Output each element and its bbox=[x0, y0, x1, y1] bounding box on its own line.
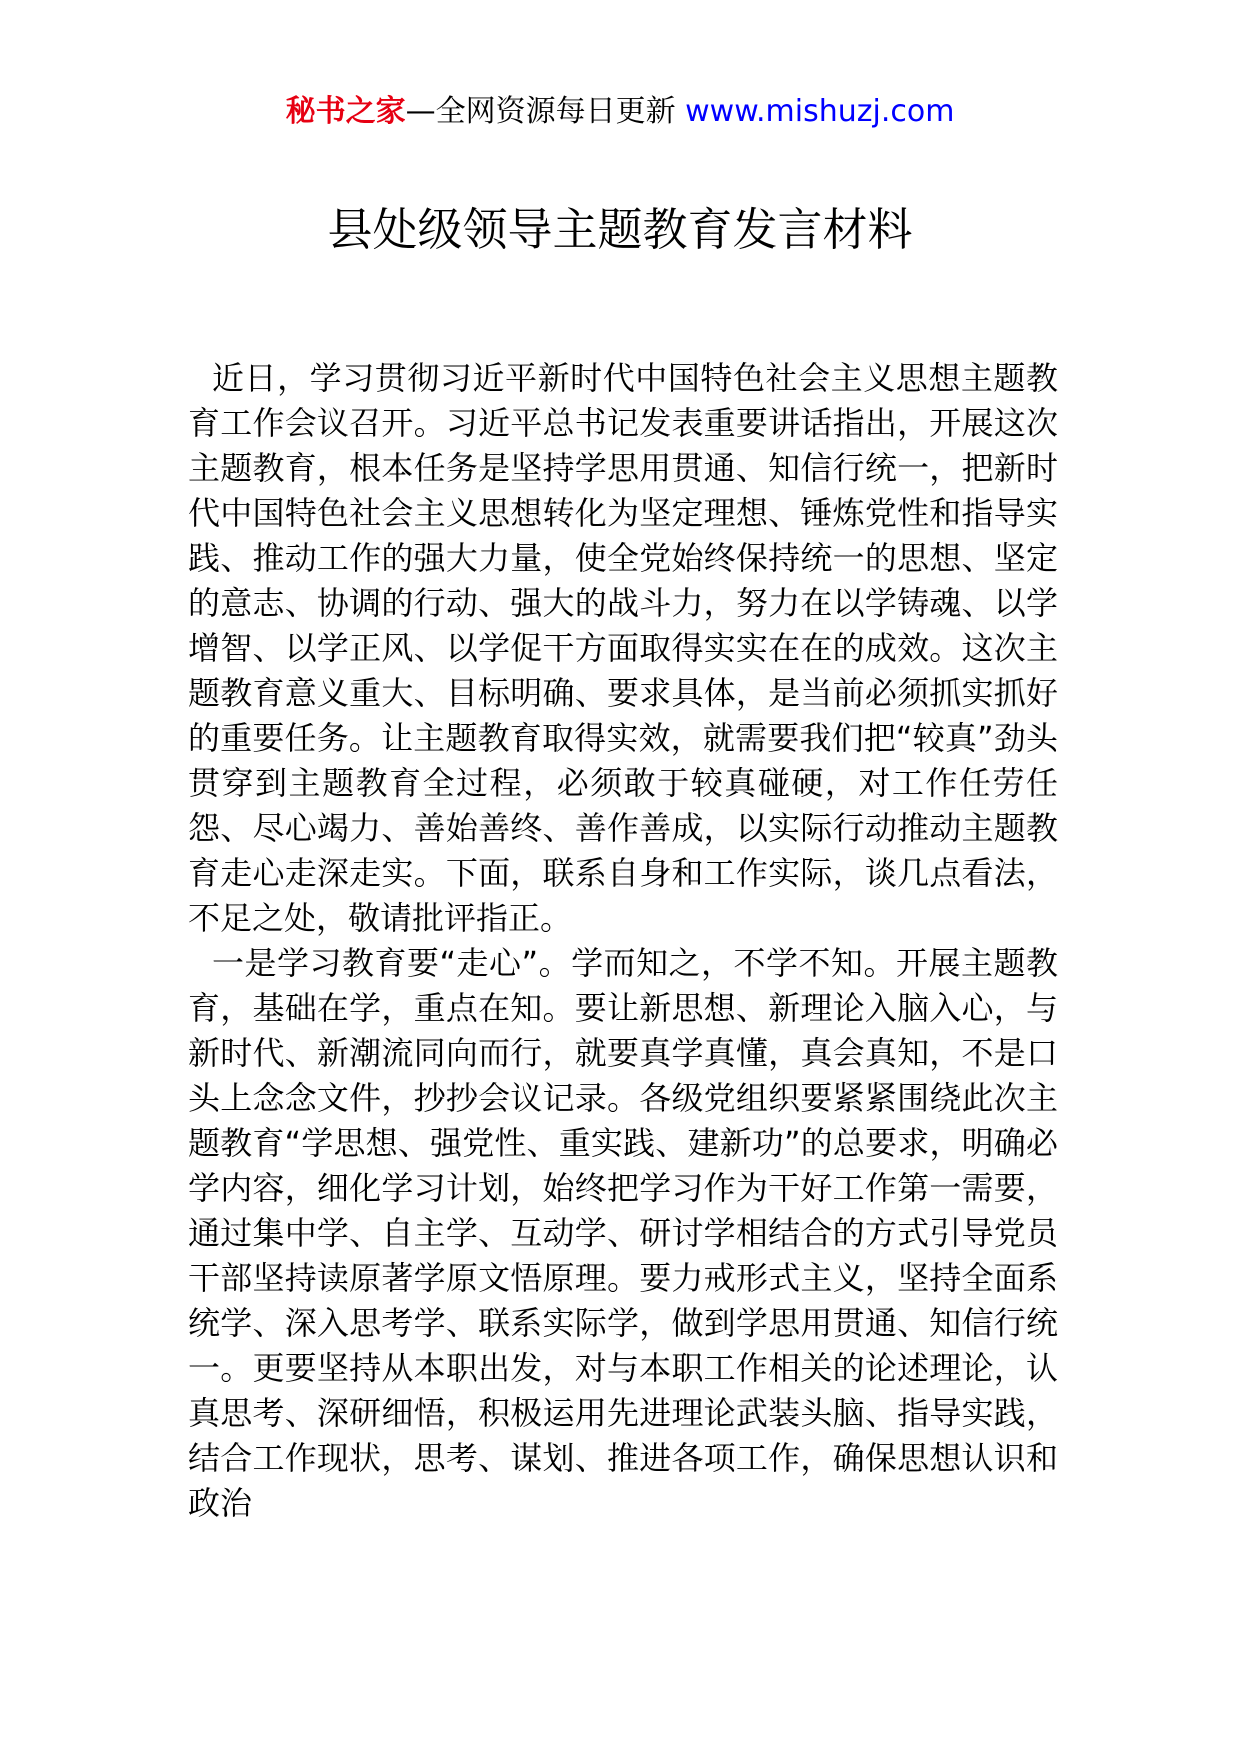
site-url-link[interactable]: www.mishuzj.com bbox=[685, 94, 955, 129]
site-header bbox=[0, 92, 1240, 132]
document-body bbox=[188, 356, 1058, 1526]
paragraph-intro: 近日，学习贯彻习近平新时代中国特色社会主义思想主题教育工作会议召开。习近平总书记发表重要讲话指出，开展这次主题教育，根本任务是坚持学思用贯通、知信行统一，把新时代中国特色社会主义思想转化为坚定理想、锤炼党性和指导实践、推动工作的强大力量，使全党始终保持统一的思想、坚定的意志、协调的行动、强大的战斗力，努力在以学铸魂、以学增智、以学正风、以学促干方面取得实实在在的成效。这次主题教育意义重大、目标明确、要求具体，是当前必须抓实抓好的重要任务。让主题教育取得实效，就需要我们把“较真”劲头贯穿到主题教育全过程，必须敢于较真碰硬，对工作任劳任怨、尽心竭力、善始善终、善作善成，以实际行动推动主题教育走心走深走实。下面，联系自身和工作实际，谈几点看法，不足之处，敬请批评指正。 bbox=[188, 359, 1058, 937]
site-slogan: —全网资源每日更新 bbox=[405, 94, 676, 129]
document-title: 县处级领导主题教育发言材料 bbox=[327, 203, 913, 256]
site-brand: 秘书之家 bbox=[285, 94, 406, 129]
paragraph-point-one: 一是学习教育要“走心”。学而知之，不学不知。开展主题教育，基础在学，重点在知。要让新思想、新理论入脑入心，与新时代、新潮流同向而行，就要真学真懂，真会真知，不是口头上念念文件，抄抄会议记录。各级党组织要紧紧围绕此次主题教育“学思想、强党性、重实践、建新功”的总要求，明确必学内容，细化学习计划，始终把学习作为干好工作第一需要，通过集中学、自主学、互动学、研讨学相结合的方式引导党员干部坚持读原著学原文悟原理。要力戒形式主义，坚持全面系统学、深入思考学、联系实际学，做到学思用贯通、知信行统一。更要坚持从本职出发，对与本职工作相关的论述理论，认真思考、深研细悟，积极运用先进理论武装头脑、指导实践，结合工作现状，思考、谋划、推进各项工作，确保思想认识和政治 bbox=[188, 944, 1058, 1522]
